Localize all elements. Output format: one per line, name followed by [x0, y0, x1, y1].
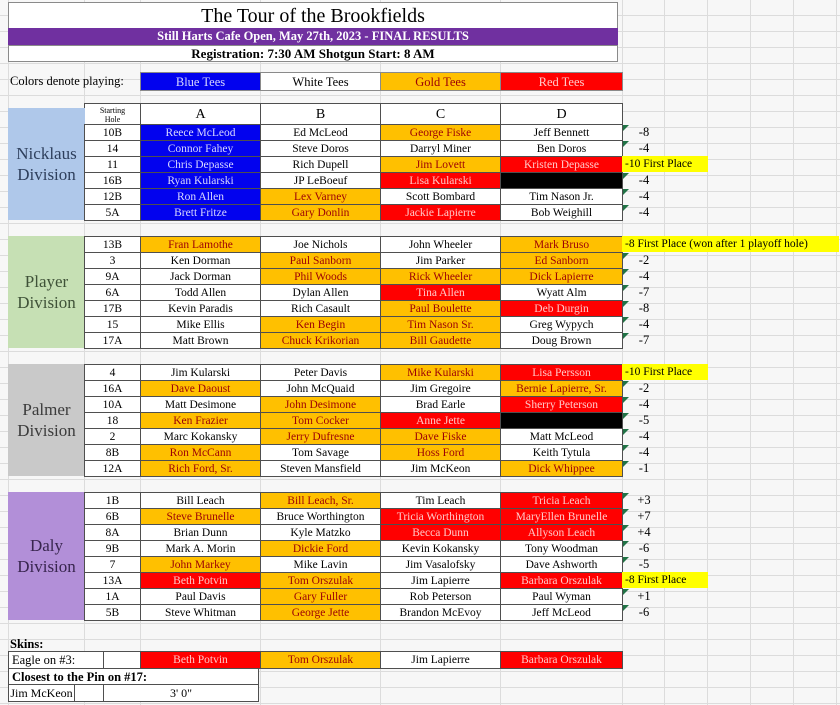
- division-label-palmer: Palmer Division: [8, 364, 85, 476]
- player-cell[interactable]: [500, 172, 623, 189]
- player-cell[interactable]: John Wheeler: [380, 236, 501, 253]
- player-cell[interactable]: Paul Wyman: [500, 588, 623, 605]
- player-cell[interactable]: Tom Cocker: [260, 412, 381, 429]
- player-cell[interactable]: Hoss Ford: [380, 444, 501, 461]
- player-cell[interactable]: Ron McCann: [140, 444, 261, 461]
- hole-cell[interactable]: 17A: [84, 332, 141, 349]
- eagle-winner-cell[interactable]: Tom Orszulak: [260, 651, 381, 669]
- player-cell[interactable]: Ed Sanborn: [500, 252, 623, 269]
- hole-cell[interactable]: 18: [84, 412, 141, 429]
- player-cell[interactable]: George Fiske: [380, 124, 501, 141]
- empty-cell[interactable]: [103, 651, 141, 669]
- player-cell[interactable]: Brett Fritze: [140, 204, 261, 221]
- hole-cell[interactable]: 15: [84, 316, 141, 333]
- player-cell[interactable]: Lex Varney: [260, 188, 381, 205]
- eagle-winner-cell[interactable]: Barbara Orszulak: [500, 651, 623, 669]
- player-cell[interactable]: Joe Nichols: [260, 236, 381, 253]
- player-cell[interactable]: Lisa Persson: [500, 364, 623, 381]
- division-label-player: Player Division: [8, 236, 85, 348]
- player-cell[interactable]: Dave Daoust: [140, 380, 261, 397]
- player-cell[interactable]: Paul Boulette: [380, 300, 501, 317]
- legend-tee-red[interactable]: Red Tees: [500, 72, 623, 91]
- player-cell[interactable]: Gary Fuller: [260, 588, 381, 605]
- player-cell[interactable]: Greg Wypych: [500, 316, 623, 333]
- hole-cell[interactable]: 16B: [84, 172, 141, 189]
- first-place-note[interactable]: -8 First Place (won after 1 playoff hole): [622, 236, 839, 252]
- score-cell[interactable]: -7: [638, 285, 650, 299]
- legend-label: Colors denote playing:: [10, 74, 124, 88]
- player-cell[interactable]: Ed McLeod: [260, 124, 381, 141]
- first-place-note[interactable]: -8 First Place: [622, 572, 708, 588]
- player-cell[interactable]: Jerry Dufresne: [260, 428, 381, 445]
- division-label-nicklaus: Nicklaus Division: [8, 108, 85, 220]
- gridline-v: [836, 0, 837, 705]
- hole-cell[interactable]: 10A: [84, 396, 141, 413]
- closest-pin-winner-cell[interactable]: Jim McKeon: [8, 684, 75, 702]
- player-cell[interactable]: Mike Kularski: [380, 364, 501, 381]
- closest-pin-distance-cell[interactable]: 3' 0": [103, 684, 259, 702]
- player-cell[interactable]: Dickie Ford: [260, 540, 381, 557]
- player-cell[interactable]: George Jette: [260, 604, 381, 621]
- player-cell[interactable]: Marc Kokansky: [140, 428, 261, 445]
- player-cell[interactable]: Jack Dorman: [140, 268, 261, 285]
- score-cell[interactable]: +3: [637, 493, 651, 507]
- score-cell[interactable]: -6: [638, 541, 650, 555]
- player-cell[interactable]: Reece McLeod: [140, 124, 261, 141]
- score-cell[interactable]: -4: [638, 173, 650, 187]
- player-cell[interactable]: Tina Allen: [380, 284, 501, 301]
- score-cell[interactable]: -2: [638, 381, 650, 395]
- player-cell[interactable]: Chris Depasse: [140, 156, 261, 173]
- player-cell[interactable]: Scott Bombard: [380, 188, 501, 205]
- player-cell[interactable]: Bernie Lapierre, Sr.: [500, 380, 623, 397]
- player-cell[interactable]: Ben Doros: [500, 140, 623, 157]
- hole-cell[interactable]: 14: [84, 140, 141, 157]
- eagle-label-cell[interactable]: Eagle on #3:: [8, 651, 104, 669]
- player-cell[interactable]: Steve Doros: [260, 140, 381, 157]
- hole-cell[interactable]: 9A: [84, 268, 141, 285]
- player-cell[interactable]: Jim Lovett: [380, 156, 501, 173]
- player-cell[interactable]: Paul Sanborn: [260, 252, 381, 269]
- player-cell[interactable]: Barbara Orszulak: [500, 572, 623, 589]
- player-cell[interactable]: Ron Allen: [140, 188, 261, 205]
- player-cell[interactable]: Tricia Leach: [500, 492, 623, 509]
- column-header-c[interactable]: C: [380, 103, 501, 125]
- closest-pin-label-cell: Closest to the Pin on #17:: [8, 668, 259, 685]
- player-cell[interactable]: Deb Durgin: [500, 300, 623, 317]
- player-cell[interactable]: Bruce Worthington: [260, 508, 381, 525]
- player-cell[interactable]: Dave Fiske: [380, 428, 501, 445]
- player-cell[interactable]: Mike Ellis: [140, 316, 261, 333]
- player-cell[interactable]: Jim McKeon: [380, 460, 501, 477]
- player-cell[interactable]: Bill Leach, Sr.: [260, 492, 381, 509]
- score-cell[interactable]: -4: [638, 205, 650, 219]
- score-cell[interactable]: -5: [638, 557, 650, 571]
- player-cell[interactable]: Keith Tytula: [500, 444, 623, 461]
- score-cell[interactable]: -1: [638, 461, 650, 475]
- player-cell[interactable]: Peter Davis: [260, 364, 381, 381]
- player-cell[interactable]: Jim Lapierre: [380, 572, 501, 589]
- score-cell[interactable]: -8: [638, 301, 650, 315]
- skins-label: Skins:: [10, 637, 44, 651]
- hole-cell[interactable]: 13A: [84, 572, 141, 589]
- first-place-note[interactable]: -10 First Place: [622, 364, 708, 380]
- eagle-winner-cell[interactable]: Beth Potvin: [140, 651, 261, 669]
- hole-cell[interactable]: 8B: [84, 444, 141, 461]
- player-cell[interactable]: Rick Wheeler: [380, 268, 501, 285]
- player-cell[interactable]: Matt Desimone: [140, 396, 261, 413]
- hole-cell[interactable]: 5A: [84, 204, 141, 221]
- player-cell[interactable]: Connor Fahey: [140, 140, 261, 157]
- score-cell[interactable]: -4: [638, 445, 650, 459]
- starting-hole-header[interactable]: Starting Hole: [84, 103, 141, 125]
- hole-cell[interactable]: 7: [84, 556, 141, 573]
- score-cell[interactable]: -8: [638, 125, 650, 139]
- hole-cell[interactable]: 10B: [84, 124, 141, 141]
- hole-cell[interactable]: 16A: [84, 380, 141, 397]
- event-banner: Still Harts Cafe Open, May 27th, 2023 - FINAL RESULTS: [8, 28, 618, 45]
- player-cell[interactable]: Steven Mansfield: [260, 460, 381, 477]
- player-cell[interactable]: Jim Parker: [380, 252, 501, 269]
- hole-cell[interactable]: 4: [84, 364, 141, 381]
- player-cell[interactable]: [500, 412, 623, 429]
- score-cell[interactable]: -4: [638, 189, 650, 203]
- gridline-v: [793, 0, 794, 705]
- player-cell[interactable]: Rich Ford, Sr.: [140, 460, 261, 477]
- player-cell[interactable]: Jim Vasalofsky: [380, 556, 501, 573]
- player-cell[interactable]: Doug Brown: [500, 332, 623, 349]
- player-cell[interactable]: Matt Brown: [140, 332, 261, 349]
- player-cell[interactable]: Mark A. Morin: [140, 540, 261, 557]
- hole-cell[interactable]: 6B: [84, 508, 141, 525]
- player-cell[interactable]: Mike Lavin: [260, 556, 381, 573]
- hole-cell[interactable]: 11: [84, 156, 141, 173]
- hole-cell[interactable]: 8A: [84, 524, 141, 541]
- player-cell[interactable]: Gary Donlin: [260, 204, 381, 221]
- player-cell[interactable]: Dick Lapierre: [500, 268, 623, 285]
- player-cell[interactable]: Bob Weighill: [500, 204, 623, 221]
- player-cell[interactable]: Tim Nason Sr.: [380, 316, 501, 333]
- player-cell[interactable]: Jim Gregoire: [380, 380, 501, 397]
- player-cell[interactable]: Wyatt Alm: [500, 284, 623, 301]
- player-cell[interactable]: Kevin Paradis: [140, 300, 261, 317]
- player-cell[interactable]: John McQuaid: [260, 380, 381, 397]
- player-cell[interactable]: Ken Begin: [260, 316, 381, 333]
- hole-cell[interactable]: 9B: [84, 540, 141, 557]
- score-cell[interactable]: -4: [638, 269, 650, 283]
- player-cell[interactable]: Jim Kularski: [140, 364, 261, 381]
- player-cell[interactable]: Fran Lamothe: [140, 236, 261, 253]
- gridline-v: [750, 0, 751, 705]
- empty-cell[interactable]: [74, 684, 104, 702]
- score-cell[interactable]: +7: [637, 509, 651, 523]
- player-cell[interactable]: MaryEllen Brunelle: [500, 508, 623, 525]
- player-cell[interactable]: Kyle Matzko: [260, 524, 381, 541]
- player-cell[interactable]: Tim Nason Jr.: [500, 188, 623, 205]
- score-cell[interactable]: -2: [638, 253, 650, 267]
- player-cell[interactable]: Ken Dorman: [140, 252, 261, 269]
- legend-tee-gold[interactable]: Gold Tees: [380, 72, 501, 91]
- page-title: The Tour of the Brookfields: [8, 2, 618, 29]
- score-cell[interactable]: -4: [638, 397, 650, 411]
- hole-cell[interactable]: 12A: [84, 460, 141, 477]
- hole-cell[interactable]: 3: [84, 252, 141, 269]
- player-cell[interactable]: Matt McLeod: [500, 428, 623, 445]
- player-cell[interactable]: Phil Woods: [260, 268, 381, 285]
- eagle-winner-cell[interactable]: Jim Lapierre: [380, 651, 501, 669]
- player-cell[interactable]: JP LeBoeuf: [260, 172, 381, 189]
- player-cell[interactable]: Dylan Allen: [260, 284, 381, 301]
- player-cell[interactable]: Allyson Leach: [500, 524, 623, 541]
- player-cell[interactable]: Brian Dunn: [140, 524, 261, 541]
- column-header-b[interactable]: B: [260, 103, 381, 125]
- player-cell[interactable]: Steve Brunelle: [140, 508, 261, 525]
- hole-cell[interactable]: 1A: [84, 588, 141, 605]
- score-cell[interactable]: -6: [638, 605, 650, 619]
- hole-cell[interactable]: 13B: [84, 236, 141, 253]
- player-cell[interactable]: Sherry Peterson: [500, 396, 623, 413]
- score-cell[interactable]: -5: [638, 413, 650, 427]
- hole-cell[interactable]: 12B: [84, 188, 141, 205]
- score-cell[interactable]: -4: [638, 141, 650, 155]
- player-cell[interactable]: Rob Peterson: [380, 588, 501, 605]
- column-header-a[interactable]: A: [140, 103, 261, 125]
- player-cell[interactable]: Brad Earle: [380, 396, 501, 413]
- player-cell[interactable]: Tony Woodman: [500, 540, 623, 557]
- division-label-daly: Daly Division: [8, 492, 85, 620]
- hole-cell[interactable]: 6A: [84, 284, 141, 301]
- player-cell[interactable]: John Desimone: [260, 396, 381, 413]
- player-cell[interactable]: Dick Whippee: [500, 460, 623, 477]
- player-cell[interactable]: Rich Casault: [260, 300, 381, 317]
- player-cell[interactable]: Tricia Worthington: [380, 508, 501, 525]
- legend-tee-white[interactable]: White Tees: [260, 72, 381, 91]
- player-cell[interactable]: Jeff Bennett: [500, 124, 623, 141]
- player-cell[interactable]: Jackie Lapierre: [380, 204, 501, 221]
- player-cell[interactable]: Lisa Kularski: [380, 172, 501, 189]
- column-header-d[interactable]: D: [500, 103, 623, 125]
- player-cell[interactable]: Darryl Miner: [380, 140, 501, 157]
- player-cell[interactable]: Ken Frazier: [140, 412, 261, 429]
- player-cell[interactable]: Paul Davis: [140, 588, 261, 605]
- player-cell[interactable]: Mark Bruso: [500, 236, 623, 253]
- player-cell[interactable]: Steve Whitman: [140, 604, 261, 621]
- first-place-note[interactable]: -10 First Place: [622, 156, 708, 172]
- player-cell[interactable]: Kristen Depasse: [500, 156, 623, 173]
- player-cell[interactable]: Todd Allen: [140, 284, 261, 301]
- score-cell[interactable]: -4: [638, 429, 650, 443]
- player-cell[interactable]: Brandon McEvoy: [380, 604, 501, 621]
- player-cell[interactable]: Bill Gaudette: [380, 332, 501, 349]
- player-cell[interactable]: Dave Ashworth: [500, 556, 623, 573]
- hole-cell[interactable]: 2: [84, 428, 141, 445]
- player-cell[interactable]: Tom Savage: [260, 444, 381, 461]
- legend-tee-blue[interactable]: Blue Tees: [140, 72, 261, 91]
- player-cell[interactable]: Tom Orszulak: [260, 572, 381, 589]
- score-cell[interactable]: +1: [637, 589, 651, 603]
- score-cell[interactable]: -7: [638, 333, 650, 347]
- player-cell[interactable]: Tim Leach: [380, 492, 501, 509]
- player-cell[interactable]: Bill Leach: [140, 492, 261, 509]
- player-cell[interactable]: Rich Dupell: [260, 156, 381, 173]
- hole-cell[interactable]: 17B: [84, 300, 141, 317]
- player-cell[interactable]: John Markey: [140, 556, 261, 573]
- score-cell[interactable]: +4: [637, 525, 651, 539]
- hole-cell[interactable]: 1B: [84, 492, 141, 509]
- registration-info: Registration: 7:30 AM Shotgun Start: 8 AM: [8, 45, 618, 62]
- hole-cell[interactable]: 5B: [84, 604, 141, 621]
- player-cell[interactable]: Jeff McLeod: [500, 604, 623, 621]
- player-cell[interactable]: Kevin Kokansky: [380, 540, 501, 557]
- score-cell[interactable]: -4: [638, 317, 650, 331]
- player-cell[interactable]: Becca Dunn: [380, 524, 501, 541]
- player-cell[interactable]: Anne Jette: [380, 412, 501, 429]
- player-cell[interactable]: Ryan Kularski: [140, 172, 261, 189]
- gridline-v: [707, 0, 708, 705]
- player-cell[interactable]: Chuck Krikorian: [260, 332, 381, 349]
- player-cell[interactable]: Beth Potvin: [140, 572, 261, 589]
